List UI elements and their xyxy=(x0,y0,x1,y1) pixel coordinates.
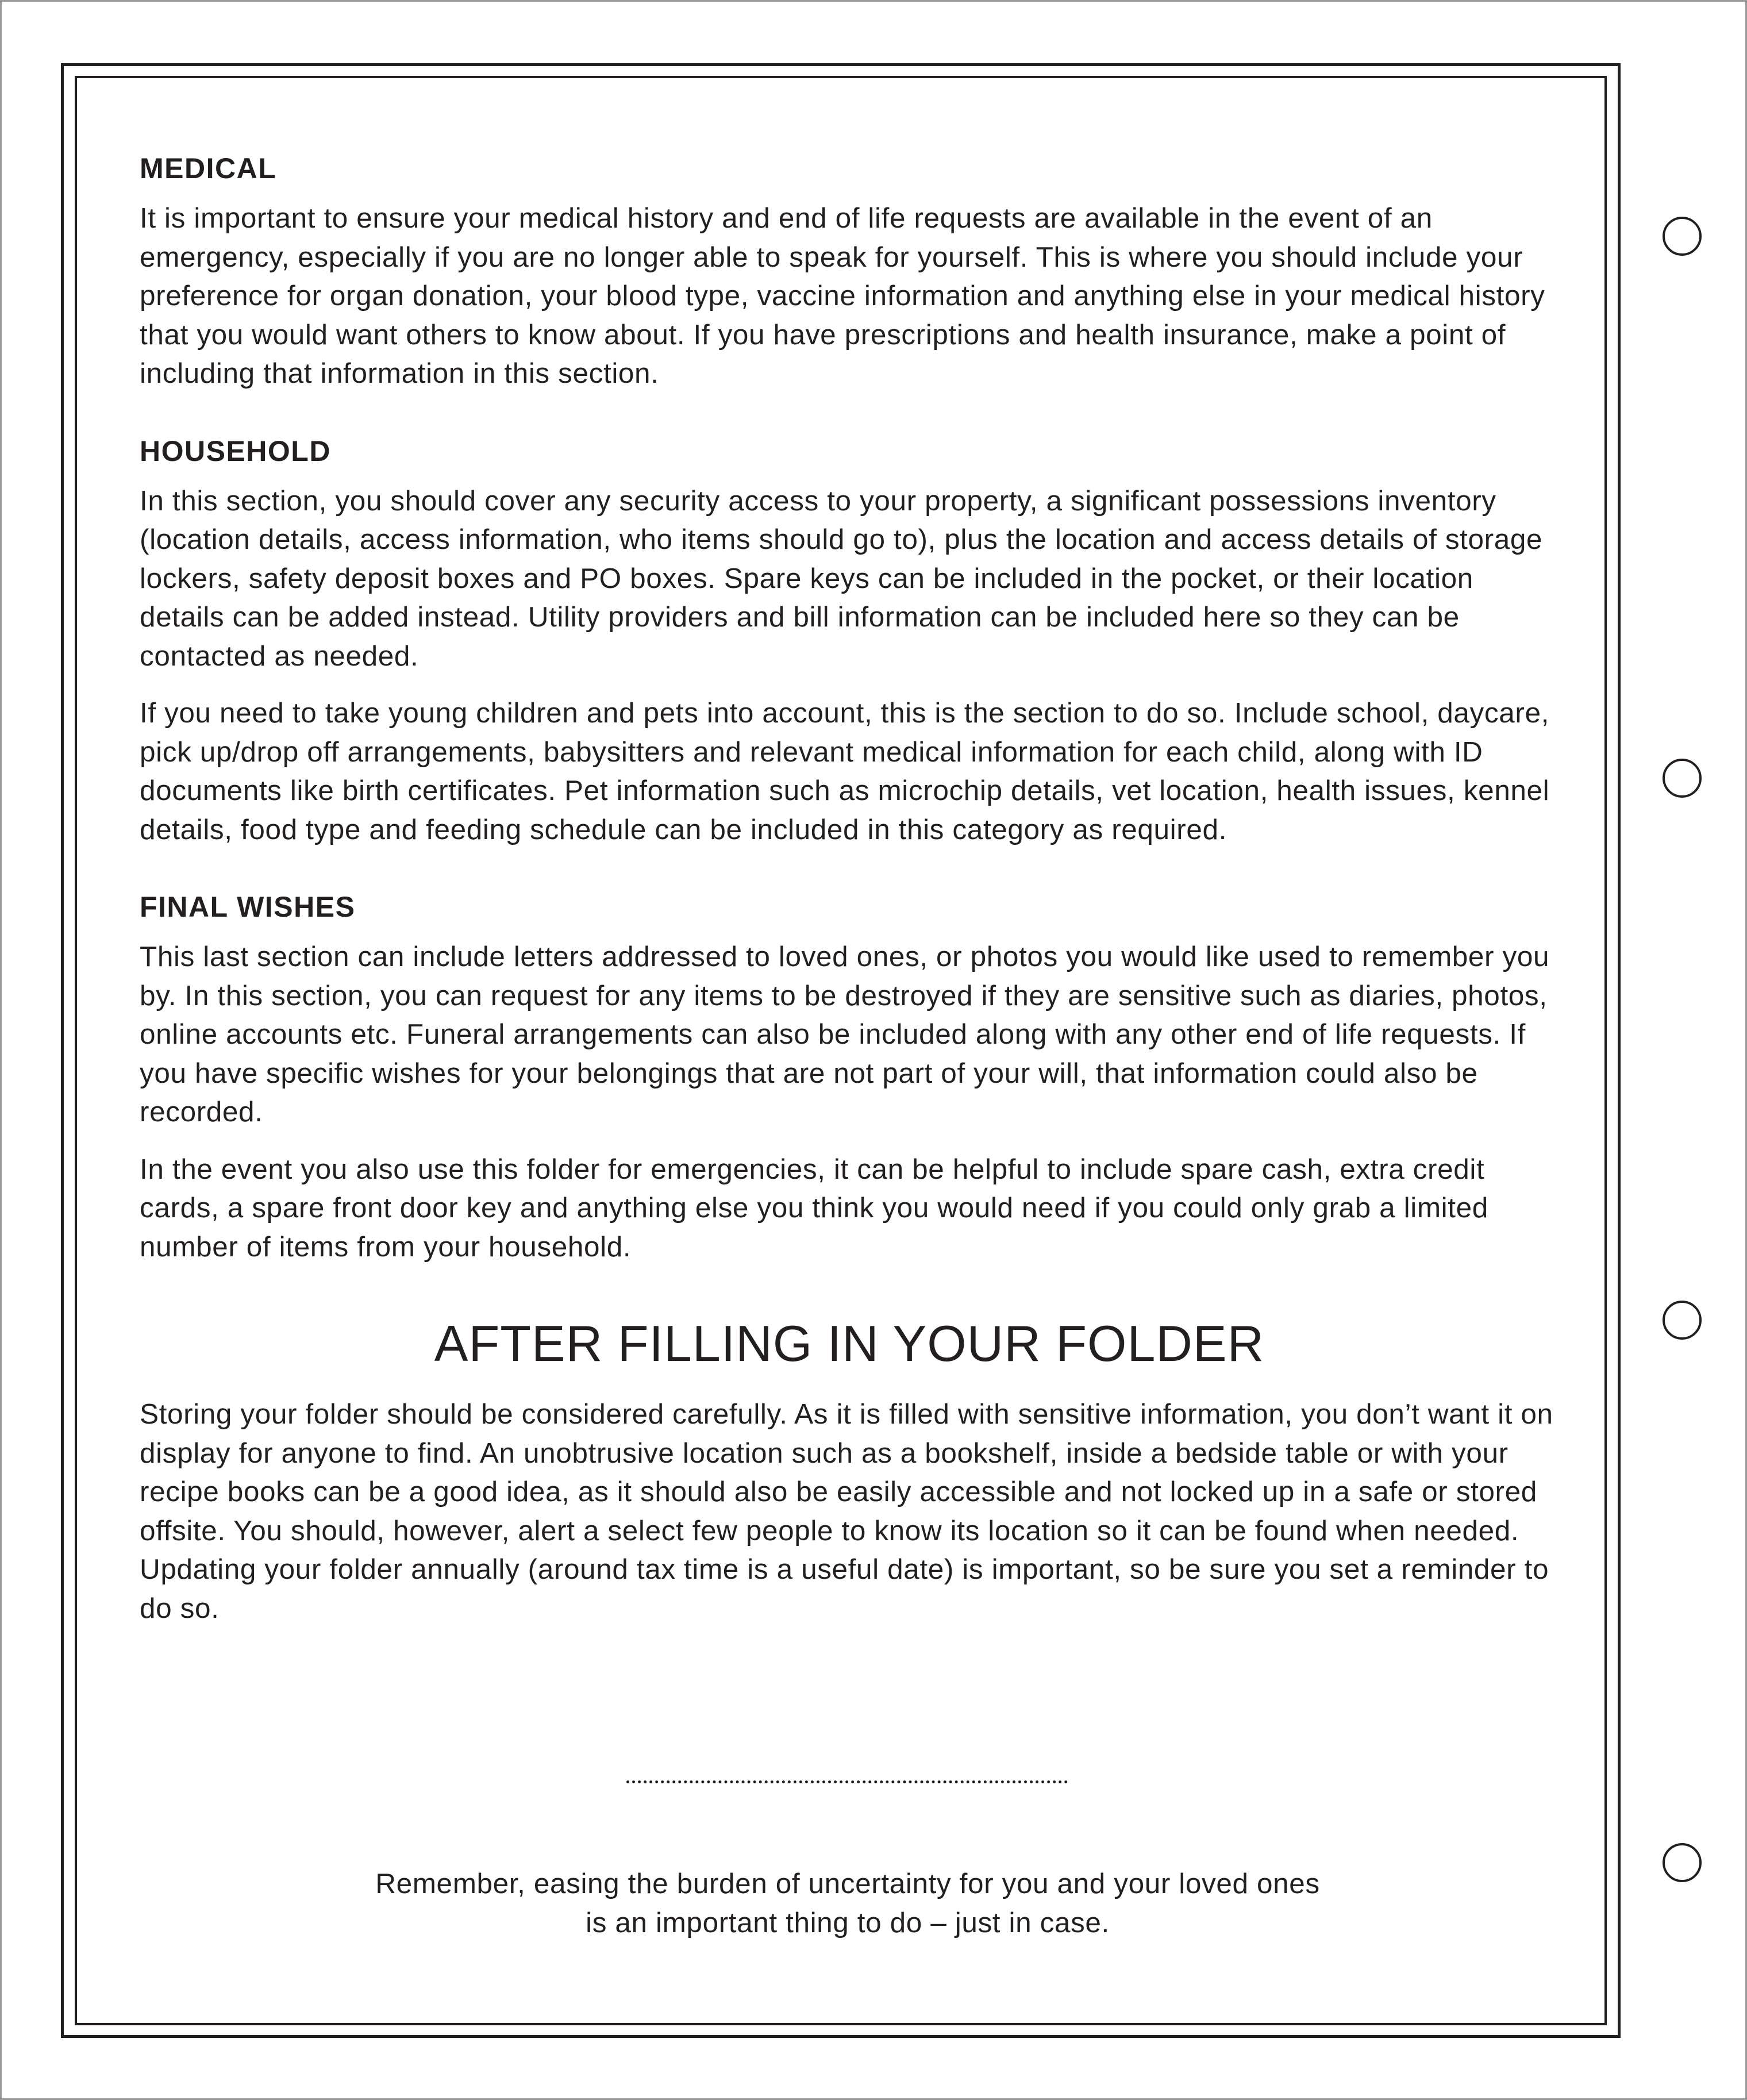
section-paragraph: In this section, you should cover any security access to your property, a significant possessions inventory (location details, access information, who items should go to), plus the location and access details of storage lockers, safety deposit boxes and PO boxes. Spare keys can be included in the pocket, or their location details can be added instead. Utility providers and bill information can be included here so they can be contacted as needed. xyxy=(140,484,1543,672)
section-heading: HOUSEHOLD xyxy=(140,434,331,467)
after-paragraph: Storing your folder should be considered carefully. As it is filled with sensitive information, you don’t want it on display for anyone to find. An unobtrusive location such as a bookshelf, inside a bedside table or with your recipe books can be a good idea, as it should also be easily accessible and not locked up in a safe or stored offsite. You should, however, alert a select few people to know its location so it can be found when needed. Updating your folder annually (around tax time is a useful date) is important, so be sure you set a reminder to do so. xyxy=(140,1398,1553,1624)
section-heading: FINAL WISHES xyxy=(140,891,356,923)
closing-note xyxy=(247,1864,1448,1943)
binder-hole-icon xyxy=(1663,1301,1702,1340)
section-paragraph: If you need to take young children and pets into account, this is the section to do so. Include school, daycare, pick up/drop off arrangements, babysitters and relevant medical information for each child, along with ID documents like birth certificates. Pet information such as microchip details, vet location, health issues, kennel details, food type and feeding schedule can be included in this category as required. xyxy=(140,697,1550,845)
binder-hole-icon xyxy=(1663,1843,1702,1882)
closing-line: is an important thing to do – just in case. xyxy=(586,1907,1110,1939)
binder-hole-icon xyxy=(1663,217,1702,256)
section-household xyxy=(140,433,1559,849)
section-final-wishes xyxy=(140,889,1559,1266)
section-heading: MEDICAL xyxy=(140,152,277,184)
binder-hole-icon xyxy=(1663,759,1702,798)
section-after-filling xyxy=(140,1312,1559,1628)
main-heading: AFTER FILLING IN YOUR FOLDER xyxy=(434,1315,1265,1372)
section-paragraph: In the event you also use this folder for emergencies, it can be helpful to include spare cash, extra credit cards, a spare front door key and anything else you think you would need if you could only grab a limited number of items from your household. xyxy=(140,1153,1488,1263)
section-paragraph: This last section can include letters addressed to loved ones, or photos you would like used to remember you by. In this section, you can request for any items to be destroyed if they are sensitive such as diaries, photos, online accounts etc. Funeral arrangements can also be included along with any other end of life requests. If you have specific wishes for your belongings that are not part of your will, that information could also be recorded. xyxy=(140,941,1550,1128)
dotted-divider xyxy=(626,1780,1068,1783)
closing-line: Remember, easing the burden of uncertainty for you and your loved ones xyxy=(375,1868,1320,1899)
section-medical xyxy=(140,151,1559,393)
section-paragraph: It is important to ensure your medical history and end of life requests are available in the event of an emergency, especially if you are no longer able to speak for yourself. This is where you should include your preference for organ donation, your blood type, vaccine information and anything else in your medical history that you would want others to know about. If you have prescriptions and health insurance, make a point of including that information in this section. xyxy=(140,202,1545,389)
document-body xyxy=(140,151,1559,1646)
